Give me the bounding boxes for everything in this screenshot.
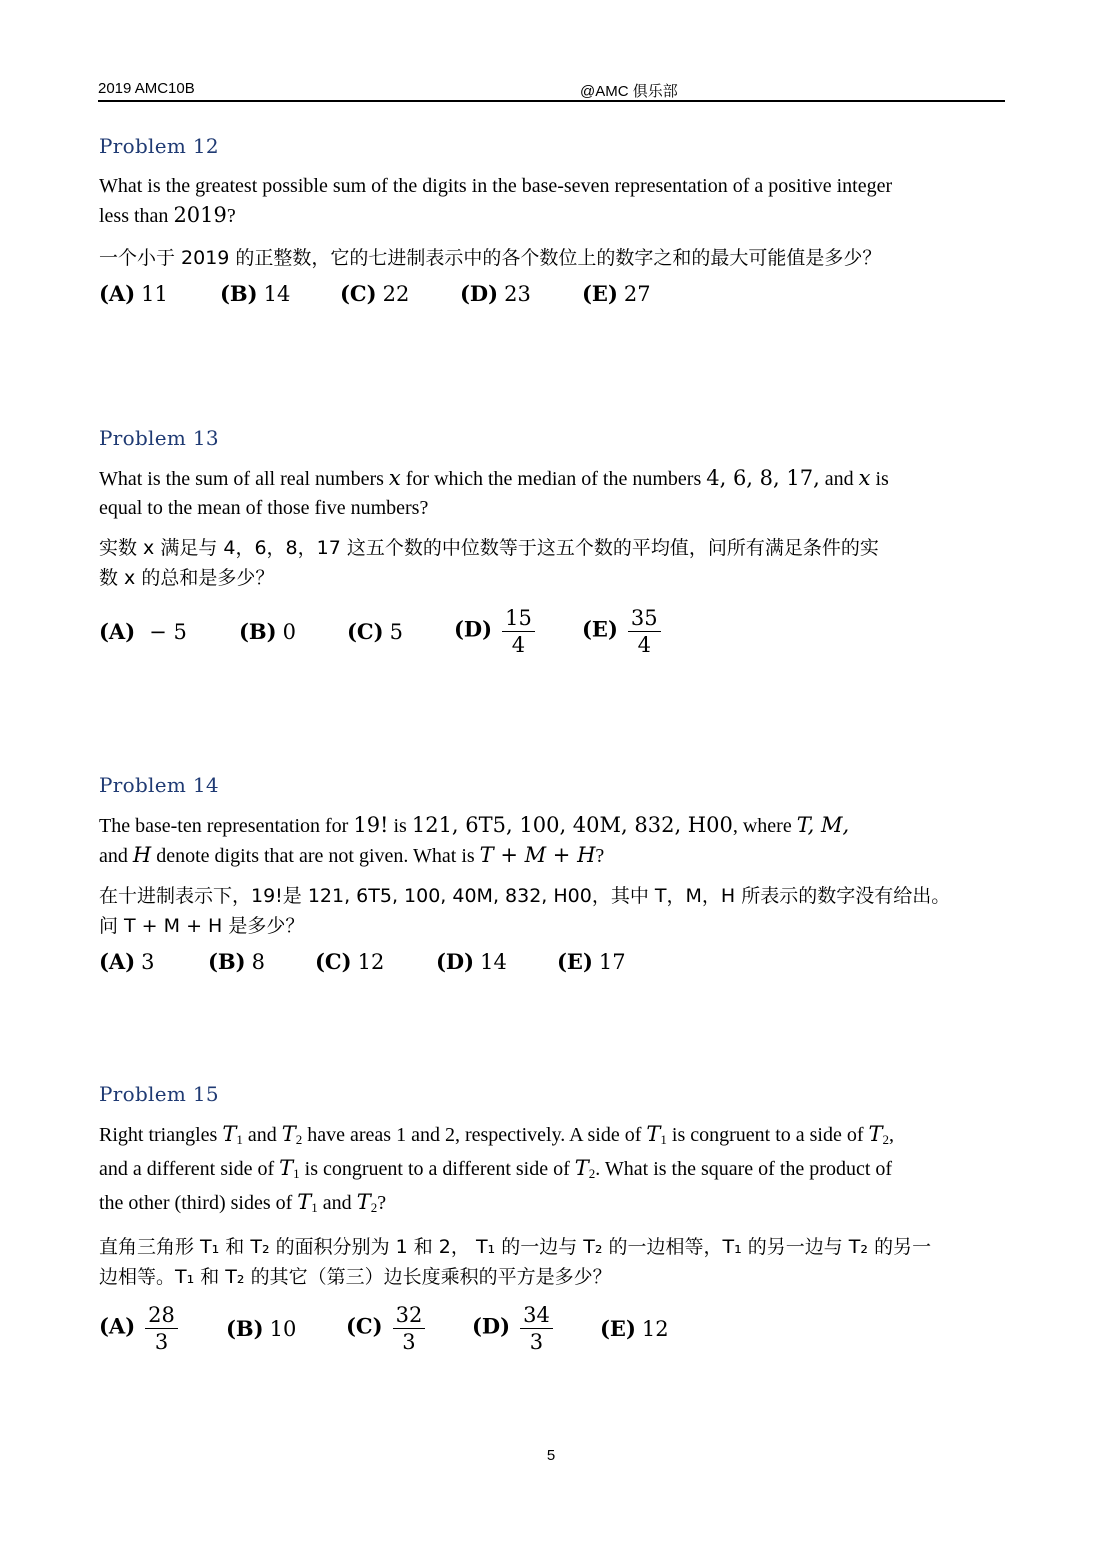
- problem-12: [99, 134, 1004, 341]
- choice-e: (E) 12: [600, 1316, 669, 1341]
- choice-d: (D) 14: [436, 949, 507, 974]
- answer-choices: [99, 605, 1004, 669]
- answer-choices: [99, 1302, 1004, 1366]
- page-header: [98, 78, 1005, 102]
- problem-chinese-text: 直角三角形 T₁ 和 T₂ 的面积分别为 1 和 2， T₁ 的一边与 T₂ 的一边相等，T₁ 的另一边与 T₂ 的另一 边相等。T₁ 和 T₂ 的其它（第三）边长度乘积的平方是多少？: [99, 1236, 932, 1288]
- choice-e: (E) 27: [582, 281, 651, 306]
- problem-title: Problem 13: [99, 426, 219, 450]
- choice-a: (A) 11: [99, 281, 168, 306]
- problem-13: [99, 426, 1004, 669]
- choice-b: (B) 14: [220, 281, 291, 306]
- choice-a: (A) $\frac{28}{3}$: [99, 1302, 178, 1355]
- header-exam-name: 2019 AMC10B: [98, 80, 195, 97]
- problem-title: Problem 15: [99, 1082, 219, 1106]
- choice-e: (E) 17: [557, 949, 626, 974]
- choice-e: (E) $\frac{35}{4}$: [582, 605, 661, 658]
- problem-15: [99, 1082, 1004, 1366]
- header-club-name: @AMC 俱乐部: [580, 83, 678, 100]
- problem-title: Problem 14: [99, 773, 219, 797]
- answer-choices: [99, 949, 1004, 1009]
- choice-c: (C) 22: [340, 281, 410, 306]
- problem-title: Problem 12: [99, 134, 219, 158]
- choice-d: (D) $\frac{34}{3}$: [472, 1302, 553, 1355]
- choice-c: (C) 12: [315, 949, 385, 974]
- choice-b: (B) 0: [239, 619, 296, 644]
- choice-c: (C) 5: [347, 619, 403, 644]
- problem-english-text: What is the sum of all real numbers x for which the median of the numbers 4, 6, 8, 17, and x is equal to the mean of those five numbers?: [99, 466, 889, 519]
- choice-c: (C) $\frac{32}{3}$: [346, 1302, 425, 1355]
- choice-d: (D) $\frac{15}{4}$: [454, 605, 535, 658]
- answer-choices: [99, 281, 1004, 341]
- choice-d: (D) 23: [460, 281, 531, 306]
- problem-chinese-text: 一个小于 2019 的正整数，它的七进制表示中的各个数位上的数字之和的最大可能值是多少？: [99, 247, 882, 269]
- problem-english-text: What is the greatest possible sum of the digits in the base-seven representation of a positive integer less than 2019?: [99, 175, 893, 227]
- choice-b: (B) 8: [208, 949, 265, 974]
- problem-chinese-text: 实数 x 满足与 4，6，8，17 这五个数的中位数等于这五个数的平均值，问所有满足条件的实 数 x 的总和是多少？: [99, 537, 879, 589]
- choice-a: (A) 3: [99, 949, 155, 974]
- choice-b: (B) 10: [226, 1316, 297, 1341]
- page-number: 5: [546, 1447, 556, 1464]
- problem-english-text: The base-ten representation for 19! is 121, 6T5, 100, 40M, 832, H00, where T, M, and H denote digits that are not given. What is T + M + H?: [99, 813, 850, 867]
- problem-chinese-text: 在十进制表示下，19!是 121, 6T5, 100, 40M, 832, H00，其中 T，M，H 所表示的数字没有给出。 问 T + M + H 是多少？: [99, 885, 951, 937]
- choice-a: (A) − 5: [99, 619, 187, 644]
- problem-14: [99, 773, 1004, 1009]
- problem-english-text: Right triangles $T_1$ and $T_2$ have areas 1 and 2, respectively. A side of $T_1$ is congruent to a side of $T_2$, and a different side of $T_1$ is congruent to a different side of $T_2$. What is the square of the product of the other (third) sides of $T_1$ and $T_2$?: [99, 1122, 895, 1215]
